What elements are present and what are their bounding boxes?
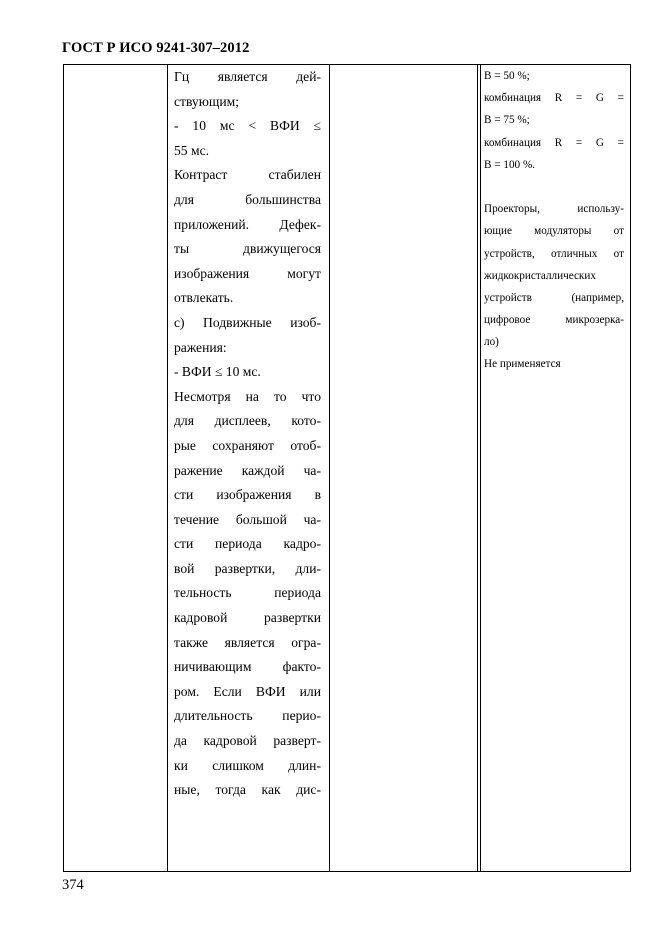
description-line: ражение каждой ча- (174, 462, 321, 478)
description-line: для дисплеев, кото- (174, 413, 321, 429)
description-line: да кадровой разверт- (174, 733, 321, 749)
description-line: ные, тогда как дис- (174, 782, 321, 798)
description-line: сти периода кадро- (174, 536, 321, 552)
description-line: ствующим; (174, 93, 240, 109)
notes-line (484, 176, 624, 198)
description-line: ражения: (174, 339, 227, 355)
page-number: 374 (62, 877, 84, 893)
description-line: ром. Если ВФИ или (174, 683, 321, 699)
description-line: 55 мс. (174, 142, 210, 158)
column-divider-2 (329, 65, 330, 871)
description-line: сти изображения в (174, 487, 321, 503)
description-line: тельность периода (174, 585, 321, 601)
notes-line: Не применяется (484, 358, 561, 371)
notes-line: B = 100 %. (484, 158, 536, 171)
description-line: изображения могут (174, 265, 321, 281)
description-line: для большинства (174, 191, 321, 207)
description-line: ки слишком длин- (174, 757, 321, 773)
notes-line: цифровое микрозерка- (484, 314, 624, 327)
description-line: вой развертки, дли- (174, 560, 321, 576)
notes-line: устройств (например, (484, 291, 624, 304)
description-line: Контраст стабилен (174, 167, 321, 183)
description-line: ничивающим факто- (174, 659, 321, 675)
description-line: отвлекать. (174, 290, 234, 306)
description-line: длительность перио- (174, 708, 321, 724)
document-header: ГОСТ Р ИСО 9241-307–2012 (62, 40, 250, 56)
notes-line: B = 50 %; (484, 70, 530, 82)
table-column-notes (484, 65, 624, 376)
description-line: рые сохраняют отоб- (174, 437, 321, 453)
description-line: течение большой ча- (174, 511, 321, 527)
description-line: - ВФИ ≤ 10 мс. (174, 364, 261, 380)
description-line: ты движущегося (174, 241, 321, 257)
content-table (63, 64, 631, 872)
description-line: c) Подвижные изоб- (174, 314, 321, 330)
column-divider-3 (477, 65, 481, 871)
notes-line: устройств, отличных от (484, 247, 624, 260)
column-divider-1 (167, 65, 168, 871)
notes-line: жидкокристаллических (484, 269, 596, 282)
description-line: Гц является дей- (174, 69, 321, 84)
notes-line: комбинация R = G = (484, 136, 624, 149)
description-line: также является огра- (174, 634, 321, 650)
notes-line: ющие модуляторы от (484, 225, 624, 238)
description-line: Несмотря на то что (174, 388, 321, 404)
notes-line: комбинация R = G = (484, 92, 624, 105)
description-line: кадровой развертки (174, 610, 321, 626)
notes-line: B = 75 %; (484, 114, 530, 127)
notes-line: ло) (484, 336, 499, 349)
description-line: - 10 мс < ВФИ ≤ (174, 118, 321, 134)
table-column-description (174, 65, 321, 803)
description-line: приложений. Дефек- (174, 216, 321, 232)
notes-line: Проекторы, использу- (484, 203, 624, 216)
